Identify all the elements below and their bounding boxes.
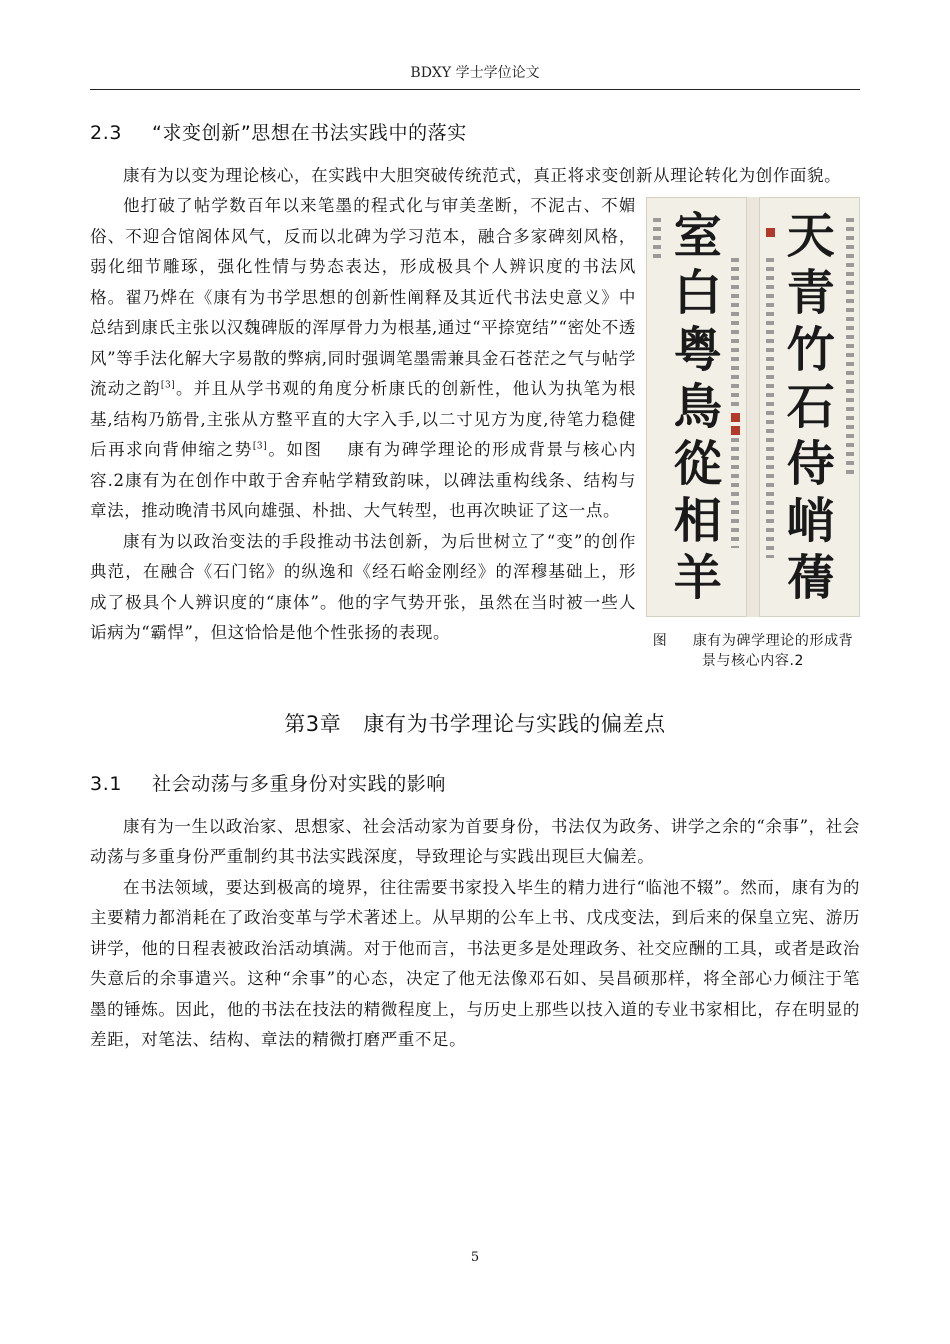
- seal-mark: [731, 426, 740, 435]
- figure-label: 图: [652, 633, 668, 649]
- inscription-mark: [653, 218, 661, 258]
- page-header: BDXY 学士学位论文: [410, 65, 540, 81]
- right-scroll: [759, 197, 860, 617]
- chapter-number: 第3章: [284, 711, 342, 736]
- paragraph: 康有为一生以政治家、思想家、社会活动家为首要身份，书法仅为政务、讲学之余的“余事”，社会动荡与多重身份严重制约其书法实践深度，导致理论与实践出现巨大偏差。: [90, 816, 860, 866]
- paragraph-text: 。如图 康有为碑学理论的形成背景与核心内容.2康有为在创作中敢于舍弃帖学精致韵味，以碑法重构线条、结构与章法，推动晚清书风向雄强、朴拙、大气转型，也再次映证了这一点。: [90, 440, 636, 520]
- seal-mark: [766, 228, 775, 237]
- paragraph: 在书法领域，要达到极高的境界，往往需要书家投入毕生的精力进行“临池不辍”。然而，康有为的主要精力都消耗在了政治变革与学术著述上。从早期的公车上书、戊戌变法，到后来的保皇立宪、游历讲学，他的日程表被政治活动填满。对于他而言，书法更多是处理政务、社交应酬的工具，或者是政治失意后的余事遣兴。这种“余事”的心态，决定了他无法像邓石如、吴昌硕那样，将全部心力倾注于笔墨的锤炼。因此，他的书法在技法的精微程度上，与历史上那些以技入道的专业书家相比，存在明显的差距，对笔法、结构、章法的精微打磨严重不足。: [90, 877, 860, 1049]
- paragraph: 康有为以政治变法的手段推动书法创新，为后世树立了“变”的创作典范，在融合《石门铭》的纵逸和《经石峪金刚经》的浑穆基础上，形成了极具个人辨识度的“康体”。他的字气势开张，虽然在当时被一些人诟病为“霸悍”，但这恰恰是他个性张扬的表现。: [90, 531, 636, 642]
- figure-caption: [646, 631, 860, 671]
- inscription-mark: [846, 218, 854, 478]
- paragraph-text: 他打破了帖学数百年以来笔墨的程式化与审美垄断，不泥古、不媚俗、不迎合馆阁体风气，反而以北碑为学习范本，融合多家碑刻风格，弱化细节雕琢，强化性情与势态表达，形成极具个人辨识度的书法风格。翟乃烨在《康有为书学思想的创新性阐释及其近代书法史意义》中总结到康氏主张以汉魏碑版的浑厚骨力为根基,通过“平捺宽结”“密处不透风”等手法化解大字易散的弊病,同时强调笔墨需兼具金石苍茫之气与帖学流动之韵: [90, 196, 636, 398]
- section-3-1-heading: [90, 769, 860, 800]
- figure-caption-text: 康有为碑学理论的形成背景与核心内容.2: [692, 633, 854, 669]
- seal-mark: [731, 413, 740, 422]
- chapter-title: 康有为书学理论与实践的偏差点: [363, 711, 666, 736]
- citation[interactable]: [3]: [252, 441, 268, 452]
- page-content: [90, 110, 860, 1056]
- right-scroll-characters: 天青竹石侍峭蒨: [786, 208, 836, 606]
- couplet-image: [646, 197, 860, 617]
- left-scroll: [646, 197, 747, 617]
- section-title: 社会动荡与多重身份对实践的影响: [152, 773, 447, 795]
- section-number: 3.1: [90, 773, 123, 795]
- section-number: 2.3: [90, 122, 123, 144]
- inscription-mark: [731, 258, 739, 408]
- left-scroll-characters: 室白粤鳥從相羊: [673, 208, 723, 606]
- section-title: “求变创新”思想在书法实践中的落实: [152, 122, 467, 144]
- inscription-mark: [731, 438, 739, 548]
- header-rule: [90, 89, 860, 90]
- page-number: 5: [470, 1250, 480, 1265]
- paragraph: 康有为以变为理论核心，在实践中大胆突破传统范式，真正将求变创新从理论转化为创作面貌。: [123, 165, 842, 185]
- citation[interactable]: [3]: [160, 380, 176, 391]
- chapter-3-heading: [90, 709, 860, 740]
- inscription-mark: [766, 258, 774, 558]
- calligraphy-figure: [646, 197, 860, 671]
- section-2-3-heading: [90, 118, 860, 149]
- paragraph-text: 。并且从学书观的角度分析康氏的创新性，他认为执笔为根基,结构乃筋骨,主张从方整平直的大字入手,以二寸见方为度,待笔力稳健后再求向背伸缩之势: [90, 379, 636, 459]
